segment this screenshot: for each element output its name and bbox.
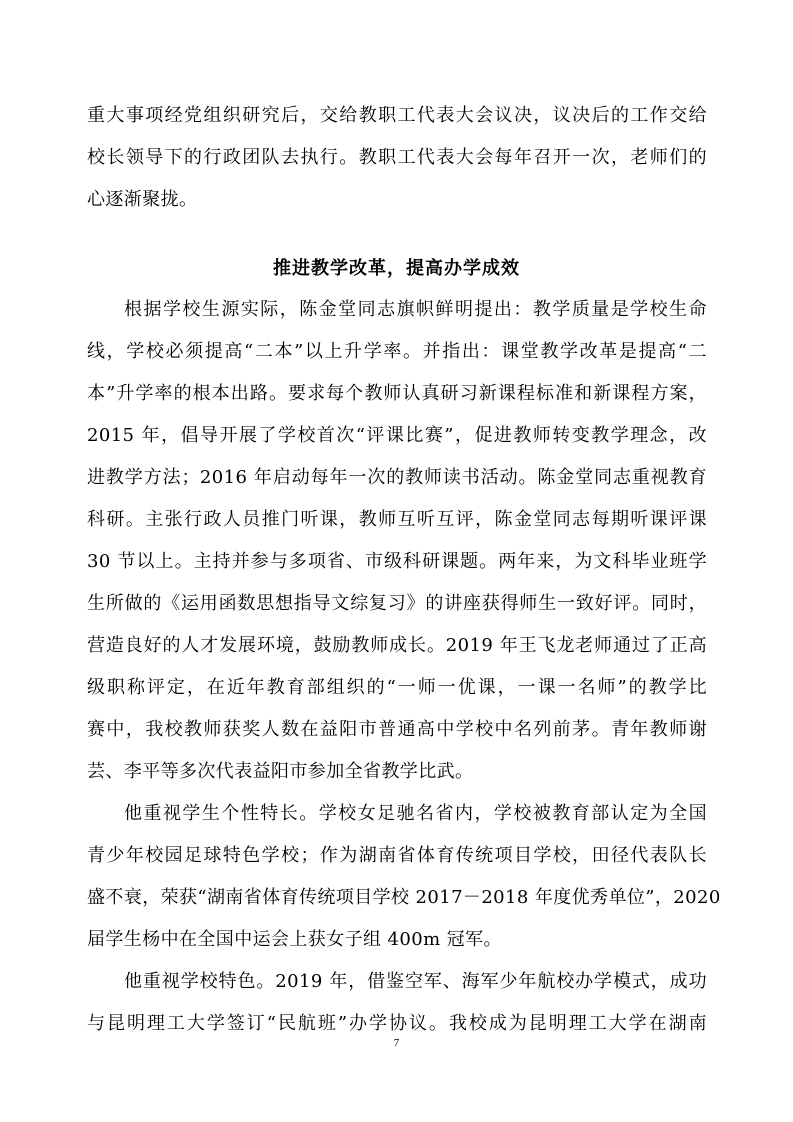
page-number: 7 <box>393 1037 400 1049</box>
paragraph-1-line-8: 生所做的《运用函数思想指导文综复习》的讲座获得师生一致好评。同时， <box>87 593 707 614</box>
paragraph-2-line-4: 届学生杨中在全国中运会上获女子组 400m 冠军。 <box>87 929 502 950</box>
intro-line-1: 重大事项经党组织研究后，交给教职工代表大会议决，议决后的工作交给 <box>87 105 707 126</box>
paragraph-1-line-7: 30 节以上。主持并参与多项省、市级科研课题。两年来，为文科毕业班学 <box>87 551 707 572</box>
paragraph-1-line-12: 芸、李平等多次代表益阳市参加全省教学比武。 <box>87 761 474 782</box>
paragraph-1-line-1: 根据学校生源实际，陈金堂同志旗帜鲜明提出：教学质量是学校生命 <box>124 299 707 320</box>
paragraph-1-line-9: 营造良好的人才发展环境，鼓励教师成长。2019 年王飞龙老师通过了正高 <box>87 635 707 656</box>
paragraph-1-line-10: 级职称评定，在近年教育部组织的“一师一优课，一课一名师”的教学比 <box>87 677 707 698</box>
paragraph-1-line-11: 赛中，我校教师获奖人数在益阳市普通高中学校中名列前茅。青年教师谢 <box>87 719 707 740</box>
paragraph-2-line-2: 青少年校园足球特色学校；作为湖南省体育传统项目学校，田径代表队长 <box>87 845 707 866</box>
paragraph-3-line-2: 与昆明理工大学签订“民航班”办学协议。我校成为昆明理工大学在湖南 <box>87 1013 707 1034</box>
section-heading: 推进教学改革，提高办学成效 <box>273 258 520 279</box>
paragraph-1-line-3: 本”升学率的根本出路。要求每个教师认真研习新课程标准和新课程方案， <box>87 383 707 404</box>
intro-line-2: 校长领导下的行政团队去执行。教职工代表大会每年召开一次，老师们的 <box>87 147 707 168</box>
paragraph-2-line-3: 盛不衰，荣获“湖南省体育传统项目学校 2017－2018 年度优秀单位”，2020 <box>87 887 721 908</box>
paragraph-1-line-4: 2015 年，倡导开展了学校首次“评课比赛”，促进教师转变教学理念，改 <box>87 425 707 446</box>
paragraph-1-line-6: 科研。主张行政人员推门听课，教师互听互评，陈金堂同志每期听课评课 <box>87 509 707 530</box>
paragraph-1-line-2: 线，学校必须提高“二本”以上升学率。并指出：课堂教学改革是提高“二 <box>87 341 707 362</box>
paragraph-1-line-5: 进教学方法；2016 年启动每年一次的教师读书活动。陈金堂同志重视教育 <box>87 467 707 488</box>
paragraph-2-line-1: 他重视学生个性特长。学校女足驰名省内，学校被教育部认定为全国 <box>124 803 707 824</box>
intro-line-3: 心逐渐聚拢。 <box>87 189 198 210</box>
paragraph-3-line-1: 他重视学校特色。2019 年，借鉴空军、海军少年航校办学模式，成功 <box>124 971 707 992</box>
